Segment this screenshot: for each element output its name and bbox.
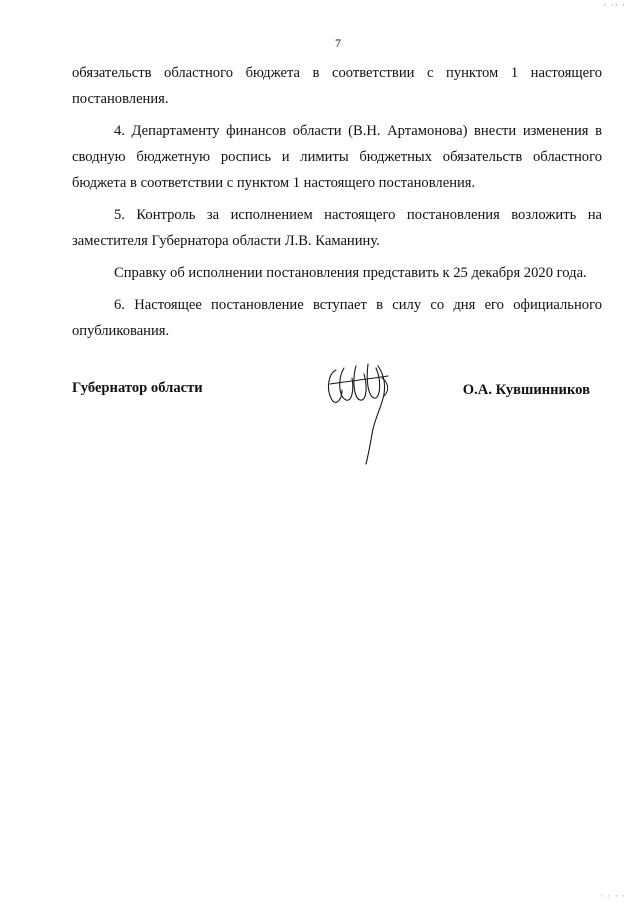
paragraph-item-5: 5. Контроль за исполнением настоящего постановления возложить на заместителя Губернатора области Л.В. Каманину. — [72, 207, 602, 249]
corner-mark-top: · ·· · — [603, 0, 626, 10]
corner-mark-bottom: · · · · — [600, 891, 626, 901]
signatory-name: О.А. Кувшинников — [462, 382, 590, 398]
signature-block — [72, 378, 602, 468]
signatory-title: Губернатор области — [72, 380, 203, 396]
paragraph-item-6: 6. Настоящее постановление вступает в силу со дня его официального опубликования. — [72, 297, 602, 339]
document-body — [72, 60, 602, 350]
page-number: 7 — [335, 36, 341, 50]
handwritten-signature — [322, 360, 402, 466]
paragraph-report: Справку об исполнении постановления представить к 25 декабря 2020 года. — [114, 265, 587, 281]
paragraph-item-4: 4. Департаменту финансов области (В.Н. Артамонова) внести изменения в сводную бюджетную роспись и лимиты бюджетных обязательств областного бюджета в соответствии с пунктом 1 настоящего постановления. — [72, 123, 602, 191]
paragraph-continuation: обязательств областного бюджета в соответствии с пунктом 1 настоящего постановления. — [72, 65, 602, 107]
